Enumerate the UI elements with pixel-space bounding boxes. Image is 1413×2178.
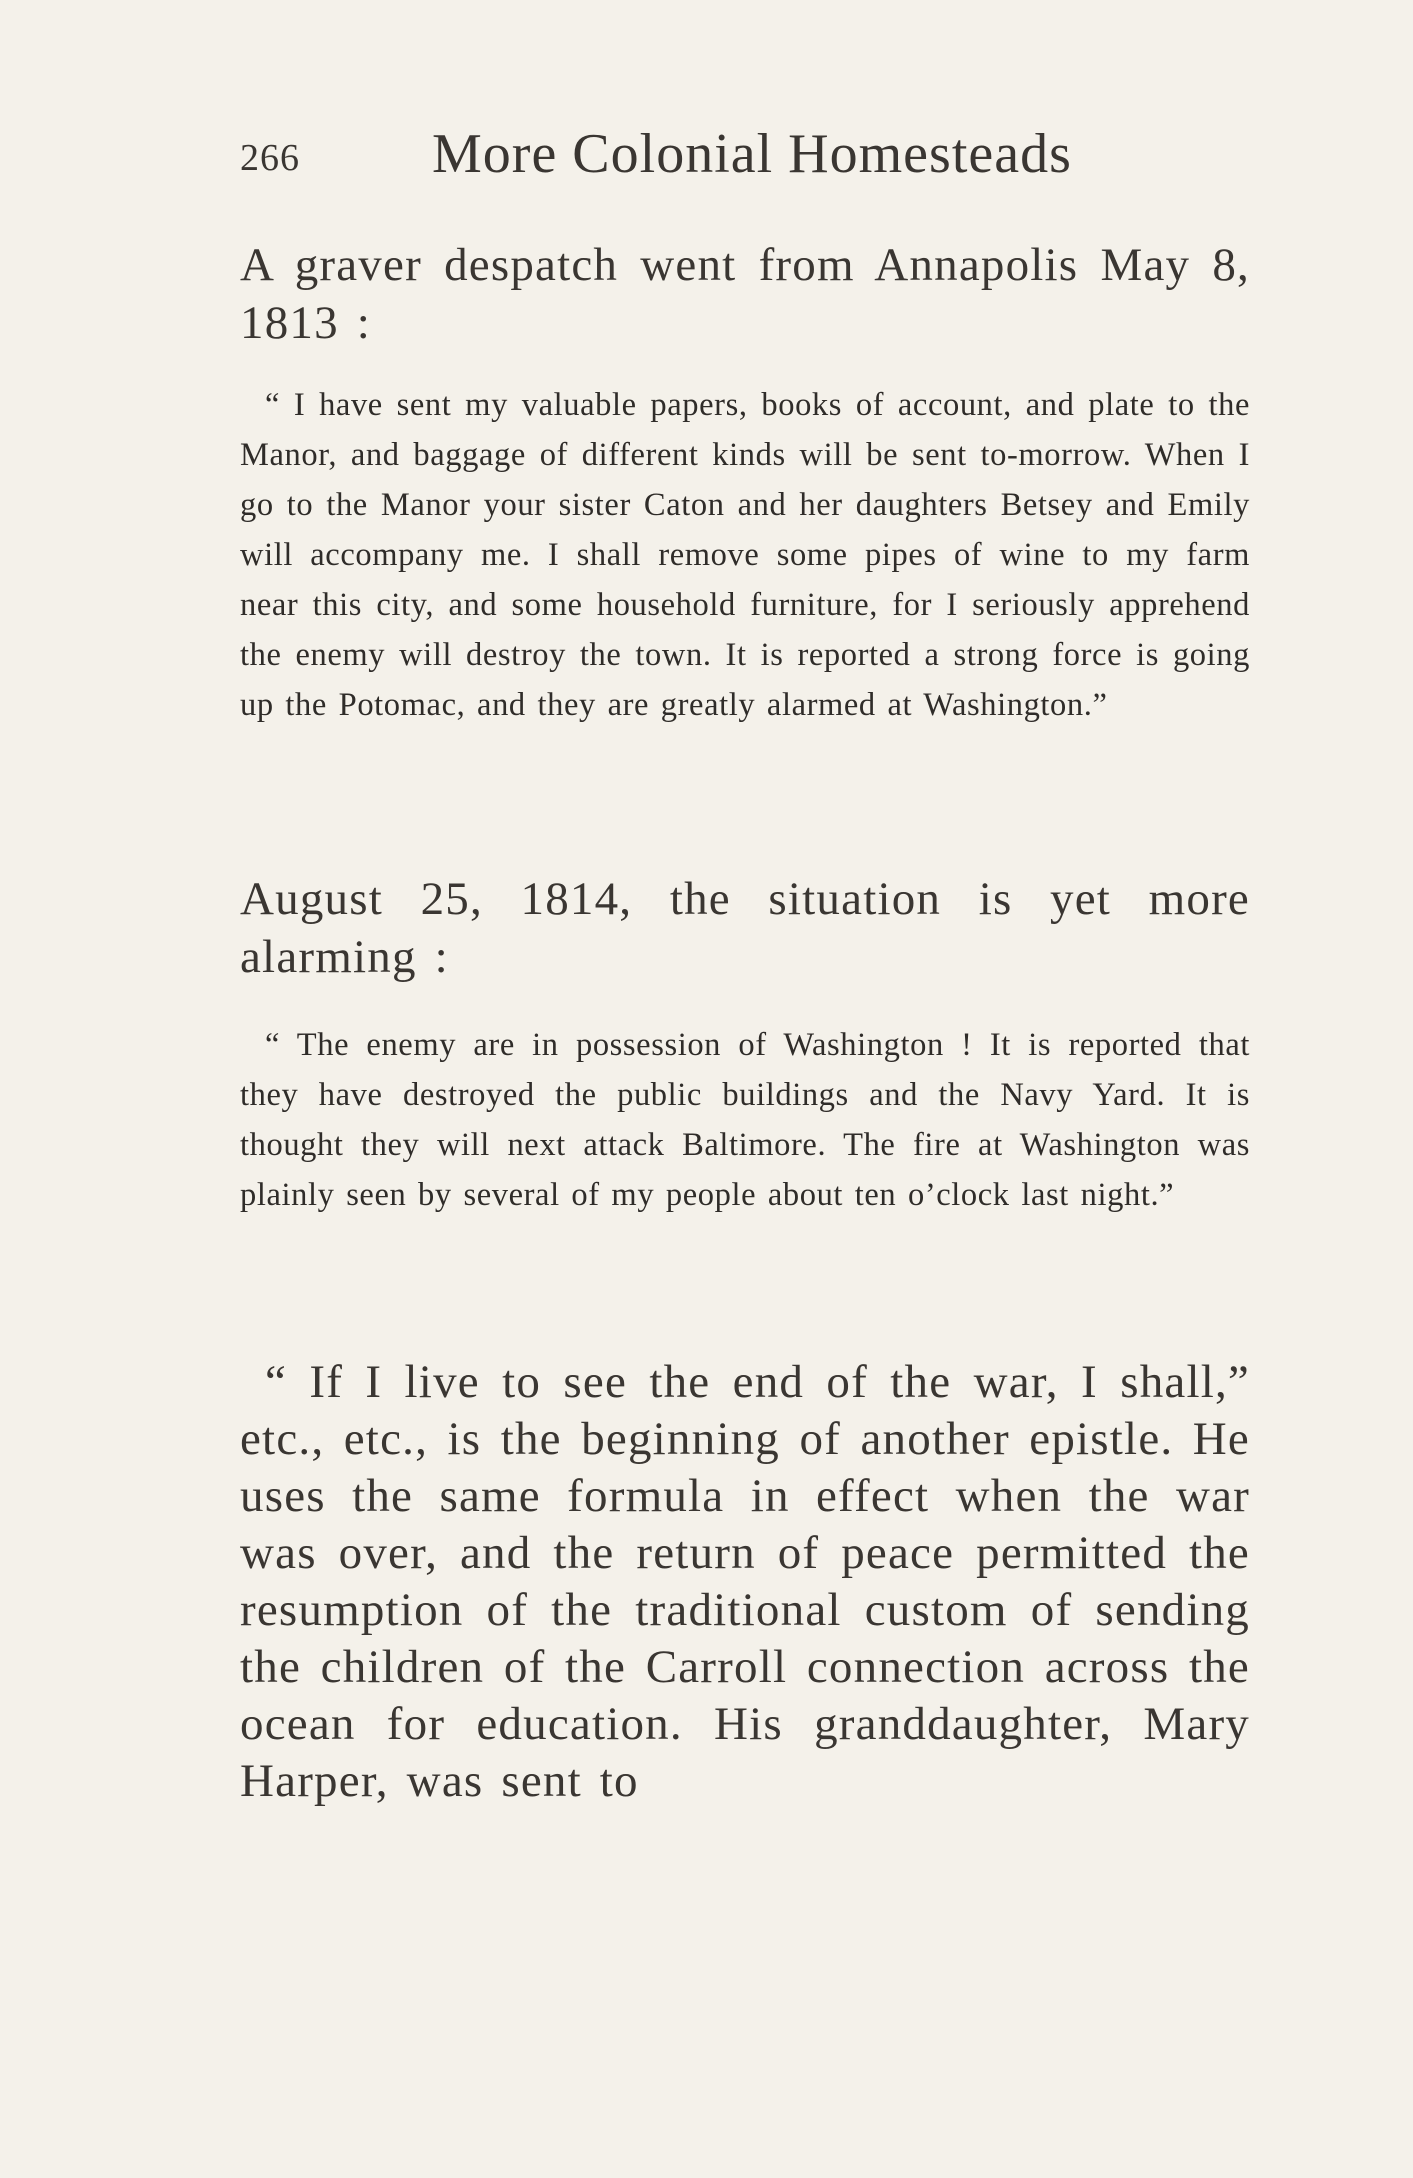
page-number: 266 [240,137,300,179]
running-title: More Colonial Homesteads [432,123,1072,185]
paragraph-annapolis-despatch: A graver despatch went from Annapolis May 8, 1813 : [240,239,1250,349]
quote-letter-1814: “ The enemy are in possession of Washington ! It is reported that they have destroyed the public buildings and the Navy Yard. It is thought they will next attack Baltimore. The fire at Washington was plainly seen by several of my people about ten o’clock last night.” [240,1027,1250,1213]
paragraph-another-epistle: “ If I live to see the end of the war, I shall,” etc., etc., is the beginning of another epistle. He uses the same formula in effect when the war was over, and the return of peace permitted the resumption of the traditional custom of sending the children of the Carroll connection across the ocean for education. His granddaughter, Mary Harper, was sent to [240,1356,1250,1807]
quote-letter-1813: “ I have sent my valuable papers, books of account, and plate to the Manor, and baggage of different kinds will be sent to-morrow. When I go to the Manor your sister Caton and her daughters Betsey and Emily will accompany me. I shall remove some pipes of wine to my farm near this city, and some household furniture, for I seriously apprehend the enemy will destroy the town. It is reported a strong force is going up the Potomac, and they are greatly alarmed at Washington.” [240,387,1250,723]
paragraph-august-1814: August 25, 1814, the situation is yet more alarming : [240,873,1250,983]
running-head [240,122,1230,192]
